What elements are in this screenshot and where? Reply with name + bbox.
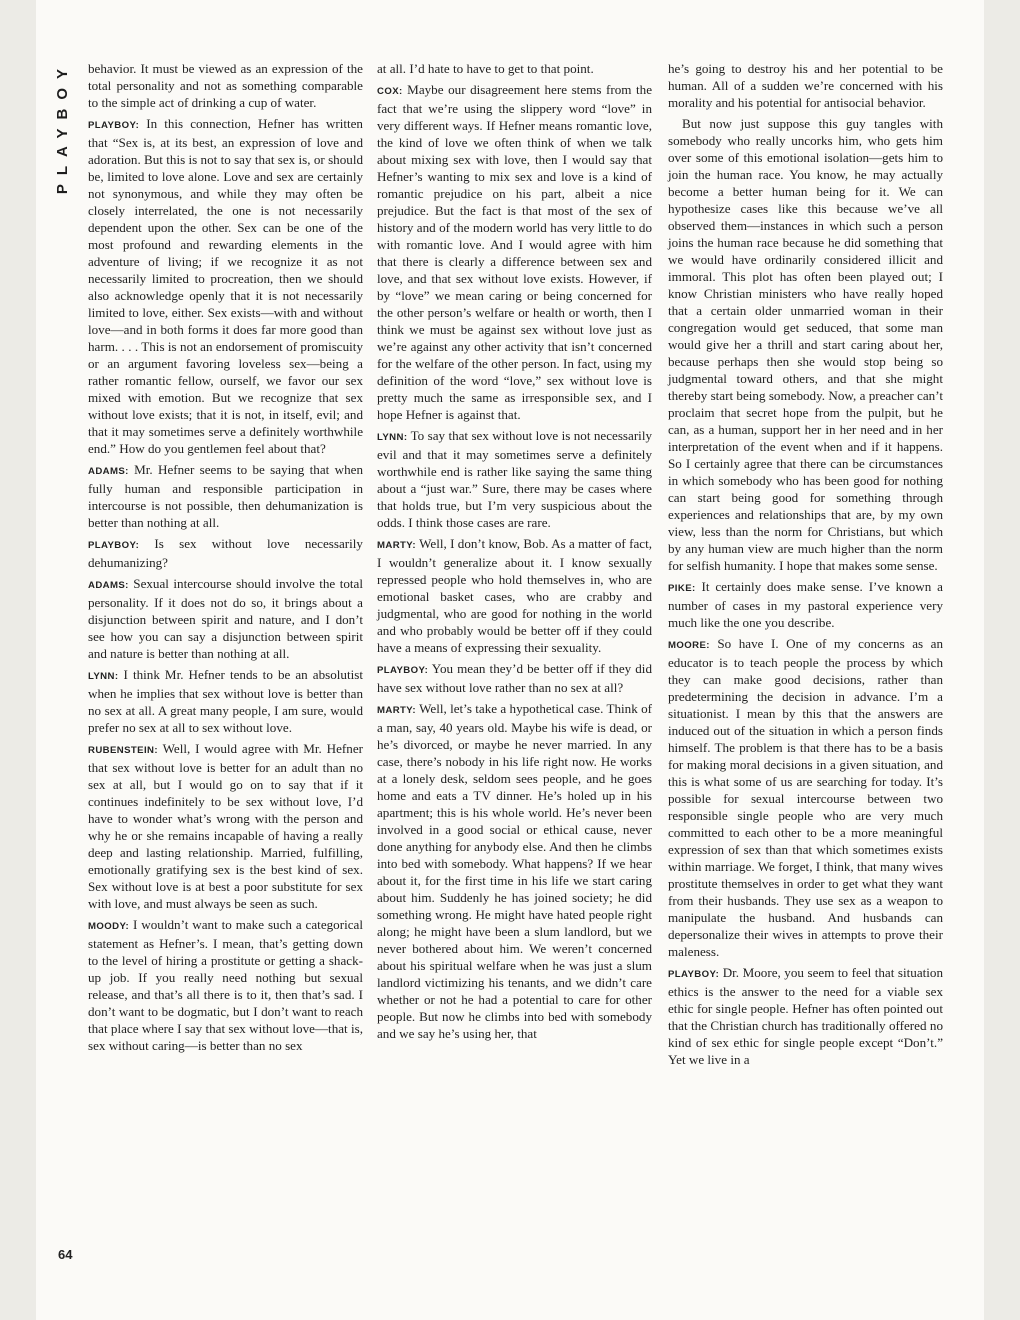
paragraph [88, 461, 363, 531]
paragraph [88, 916, 363, 1054]
magazine-page [36, 0, 984, 1320]
paragraph-text: Well, let’s take a hypothetical case. Think of a man, say, 40 years old. Maybe his wife is dead, or he’s divorced, or maybe he never married. In any case, there’s nobody in his life right now. He works at a lonely desk, seldom sees people, and he goes home and eats a TV dinner. He’s holed up in his apartment; this is his whole world. He’s never been involved in a good social or ethical cause, never done anything for anybody else. And then he climbs into bed with somebody. What happens? If we hear about it, for the first time in his life we start caring about him. Suddenly he has joined society; he did something wrong. He might have hated people right along; he might have been a slum landlord, but we never bothered about him. We weren’t concerned about his spiritual welfare when he was just a slum landlord victimizing his tenants, and we didn’t care whether or not he had a potential to care for other people. But now he climbs into bed with somebody and we say he’s using her, that [377, 701, 652, 1041]
paragraph [377, 427, 652, 531]
speaker-label: MOODY: [88, 921, 130, 932]
paragraph-text: at all. I’d hate to have to get to that point. [377, 61, 594, 76]
magazine-name: PLAYBOY [54, 60, 71, 195]
speaker-label: RUBENSTEIN: [88, 745, 158, 756]
paragraph-text: he’s going to destroy his and her potential to be human. All of a sudden we’re concerned with his morality and his potential for antisocial behavior. [668, 61, 943, 110]
speaker-label: ADAMS: [88, 466, 129, 477]
speaker-label: MOORE: [668, 640, 710, 651]
paragraph-text: In this connection, Hefner has written that “Sex is, at its best, an expression of love and adoration. But this is not to say that sex is, or should be, limited to love alone. Love and sex are certainly not synonymous, and while they may often be closely interrelated, the one is not necessarily dependent upon the other. Sex can be one of the most profound and rewarding elements in the adventure of living; if we recognize it as not necessarily limited to procreation, then we should also acknowledge openly that it is not necessarily limited to love, either. Sex exists—with and without love—and in both forms it does far more good than harm. . . . This is not an endorsement of promiscuity or an argument favoring loveless sex—being a rather romantic fellow, ourself, we favor our sex mixed with emotion. But we recognize that sex without love exists; that it is not, in itself, evil; and that it may sometimes serve a definitely worthwhile end.” How do you gentlemen feel about that? [88, 116, 363, 456]
paragraph-text: Sexual intercourse should involve the total personality. If it does not do so, it brings about a disjunction between spirit and nature, and I don’t see how you can say a disjunction between spirit and nature is better than nothing at all. [88, 576, 363, 661]
paragraph [668, 635, 943, 960]
paragraph-text: Mr. Hefner seems to be saying that when fully human and responsible participation in intercourse is not possible, then dehumanization is better than nothing at all. [88, 462, 363, 530]
paragraph-text: But now just suppose this guy tangles with somebody who really uncorks him, who gets him over some of this emotional isolation—gets him to join the human race. You know, he may actually become a better human being for it. We can hypothesize cases like this because we’ve all observed them—instances in which such a person joins the human race because he did something that we would have ordinarily considered illicit and immoral. This plot has often been played out; I know Christian ministers who have really hoped that a certain older unmarried woman in their congregation would get seduced, that some man would give her a thrill and start caring about her, because perhaps then she would stop being so judgmental toward others, and that she might thereby start being somebody. Now, a preacher can’t proclaim that secret hope from the pulpit, but he can, as a human, support her in her need and in her interpretation of the event when and if it happens. So I certainly agree that there can be circumstances in which somebody who has been good for nothing can start being good for something through experiences and relationships that are, by my own view, less than the norm for Christians, but which by any human view are much higher than the norm for selfish humanity. I hope that makes some sense. [668, 116, 943, 573]
paragraph [88, 535, 363, 571]
paragraph-text: Well, I don’t know, Bob. As a matter of fact, I wouldn’t generalize about it. I know sexually repressed people who hold themselves in, who are emotional basket cases, who are crabby and judgmental, who are good for nothing in the world and who probably would be better off if they could have a means of expressing their sexuality. [377, 536, 652, 655]
paragraph-text: Dr. Moore, you seem to feel that situation ethics is the answer to the need for a viable sex ethic for single people. Hefner has often pointed out that the Christian church has traditionally offered no kind of sex ethic for single people except “Don’t.” Yet we live in a [668, 965, 944, 1067]
paragraph [668, 964, 943, 1068]
speaker-label: COX: [377, 86, 403, 97]
paragraph-text: Is sex without love necessarily dehumanizing? [88, 536, 363, 570]
paragraph [668, 60, 943, 111]
speaker-label: MARTY: [377, 705, 416, 716]
paragraph-text: So have I. One of my concerns as an educator is to teach people the process by which they can make good decisions, rather than predetermining the decision in advance. I’m a situationist. I mean by this that the answers are induced out of the situation in which a person finds himself. The problem is that there has to be a basis for making moral decisions in a given situation, and this is what some of us are searching for today. It’s possible for sexual intercourse between two responsible single people who are very much committed to each other to be a more meaningful expression of sex than that which sometimes exists within marriage. We forget, I think, that many wives prostitute themselves in order to get what they want from their husbands. They use sex as a weapon to manipulate the husband. And husbands can depersonalize their wives in attempts to prove their maleness. [668, 636, 943, 959]
paragraph-text: Well, I would agree with Mr. Hefner that sex without love is better for an adult than no sex at all, but I would go on to say that if it continues indefinitely to be sex without love, I’d have to wonder what’s wrong with the person and why he or she remains incapable of having a really deep and lasting relationship. Married, fulfilling, emotionally gratifying sex is the best kind of sex. Sex without love is at best a poor substitute for sex with love, and must always be seen as such. [88, 741, 363, 911]
page-number: 64 [58, 1247, 73, 1262]
paragraph [377, 535, 652, 656]
paragraph [88, 575, 363, 662]
paragraph [88, 740, 363, 912]
speaker-label: LYNN: [88, 671, 119, 682]
paragraph [88, 666, 363, 736]
paragraph [668, 578, 943, 631]
speaker-label: PIKE: [668, 583, 696, 594]
paragraph [668, 115, 943, 574]
speaker-label: MARTY: [377, 540, 416, 551]
text-column-1 [88, 60, 363, 1058]
speaker-label: LYNN: [377, 432, 408, 443]
text-column-2 [377, 60, 652, 1046]
paragraph-text: Maybe our disagreement here stems from the fact that we’re using the slippery word “love” in very different ways. If Hefner means romantic love, the kind of love we often think of when we talk about mixing sex with love, then I would say that Hefner’s wanting to mix sex and love is a kind of romantic prejudice on his part, albeit a nice prejudice. But the fact is that most of the sex of history and of the modern world has very little to do with romantic love. And I would agree with him that there is clearly a difference between sex and love, and that sex without love exists. However, if by “love” we mean caring or being concerned for the other person’s welfare or health or worth, then I think we must be against sex without love just as we’re against any other activity that isn’t concerned for the welfare of the other person. In fact, using my definition of the word “love,” sex without love is pretty much the same as irresponsible sex, and I hope Hefner is against that. [377, 82, 653, 422]
speaker-label: PLAYBOY: [668, 969, 720, 980]
paragraph-text: I think Mr. Hefner tends to be an absolutist when he implies that sex without love is better than no sex at all. A great many people, I am sure, would prefer no sex at all to sex without love. [88, 667, 363, 735]
speaker-label: PLAYBOY: [377, 665, 429, 676]
paragraph-text: To say that sex without love is not necessarily evil and that it may sometimes serve a definitely worthwhile end is rather like saying the same thing about a “just war.” Sure, there may be cases where that holds true, but I’m very suspicious about the odds. I think those cases are rare. [377, 428, 653, 530]
paragraph-text: behavior. It must be viewed as an expression of the total personality and not as something comparable to the simple act of drinking a cup of water. [88, 61, 363, 110]
paragraph-text: I wouldn’t want to make such a categorical statement as Hefner’s. I mean, that’s getting down to the level of hiring a prostitute or getting a shack-up job. If you really need nothing but sexual release, and that’s all there is to it, then that’s sad. I don’t want to be dogmatic, but I don’t want to reach that place where I say that sex without love—that is, sex without caring—is better than no sex [88, 917, 363, 1053]
paragraph [88, 60, 363, 111]
paragraph [377, 660, 652, 696]
paragraph [377, 700, 652, 1042]
speaker-label: PLAYBOY: [88, 540, 140, 551]
paragraph [377, 60, 652, 77]
paragraph-text: You mean they’d be better off if they did have sex without love rather than no sex at all? [377, 661, 652, 695]
paragraph-text: It certainly does make sense. I’ve known a number of cases in my pastoral experience very much like the one you describe. [668, 579, 943, 630]
speaker-label: ADAMS: [88, 580, 129, 591]
speaker-label: PLAYBOY: [88, 120, 140, 131]
paragraph [377, 81, 652, 423]
paragraph [88, 115, 363, 457]
text-column-3 [668, 60, 943, 1072]
